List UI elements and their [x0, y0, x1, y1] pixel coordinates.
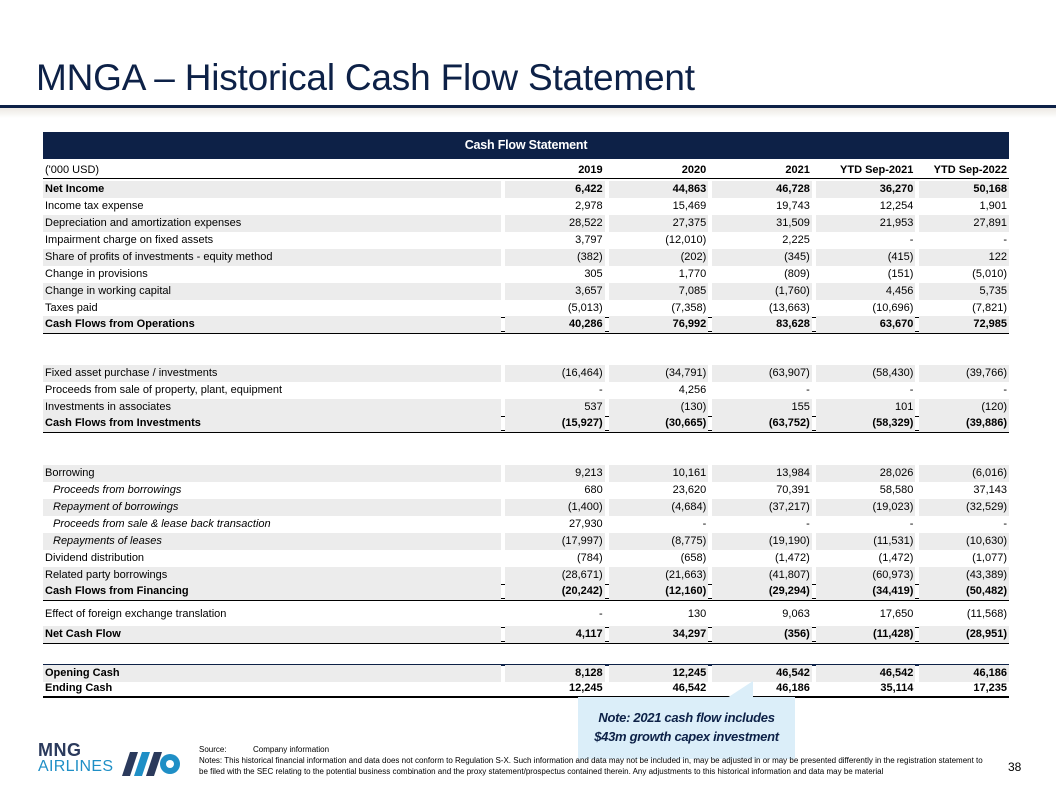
row-value: (19,190): [712, 533, 812, 550]
row-value: 10,161: [609, 465, 709, 482]
row-value: (415): [816, 249, 916, 266]
row-value: 63,670: [816, 316, 916, 333]
row-value: 19,743: [776, 200, 810, 212]
row-value: 2019: [578, 163, 603, 176]
row-label: Fixed asset purchase / investments: [43, 365, 501, 382]
row-value: 13,984: [712, 465, 812, 482]
operations-row: [43, 215, 1009, 232]
row-label: Cash Flows from Financing: [43, 583, 501, 600]
row-value: 122: [919, 249, 1009, 266]
row-value: 46,542: [712, 665, 812, 682]
row-value: (1,400): [505, 499, 605, 516]
total-operations-row: [43, 317, 1009, 334]
operations-row: [43, 181, 1009, 198]
row-value: (15,927): [505, 415, 605, 432]
row-label: Dividend distribution: [45, 552, 145, 564]
row-label: Investments in associates: [43, 399, 501, 416]
row-value: 46,728: [712, 181, 812, 198]
financing-row: [43, 550, 1009, 567]
source-text: Company information: [253, 745, 330, 754]
row-label: Proceeds from sale of property, plant, equipment: [45, 384, 283, 396]
row-value: -: [599, 608, 603, 620]
row-value: (13,663): [768, 302, 810, 314]
row-value: 1,770: [678, 268, 707, 280]
row-value: YTD Sep-2022: [933, 163, 1008, 176]
row-value: (43,389): [919, 567, 1009, 584]
financing-row: [43, 499, 1009, 516]
column-header-row: [43, 162, 1009, 179]
row-label: Opening Cash: [43, 665, 501, 682]
financing-row: [43, 482, 1009, 499]
row-value: 2,978: [575, 200, 603, 212]
row-value: (29,294): [712, 583, 812, 600]
row-value: (21,663): [609, 567, 709, 584]
row-value: 58,580: [879, 484, 914, 496]
row-value: (10,630): [919, 533, 1009, 550]
fx-row: [43, 606, 1009, 623]
row-value: (8,775): [609, 533, 709, 550]
row-value: (4,684): [609, 499, 709, 516]
row-value: (10,696): [872, 302, 914, 314]
row-value: (130): [609, 399, 709, 416]
row-value: 70,391: [776, 484, 810, 496]
row-value: 44,863: [609, 181, 709, 198]
row-value: (39,766): [919, 365, 1009, 382]
row-value: 2020: [681, 163, 707, 176]
row-value: (58,430): [816, 365, 916, 382]
row-value: (58,329): [816, 415, 916, 432]
row-value: 35,114: [880, 682, 914, 694]
logo-airlines-text: AIRLINES: [38, 758, 114, 775]
operations-row: [43, 300, 1009, 317]
row-value: (7,358): [671, 302, 707, 314]
row-value: (1,077): [972, 552, 1008, 564]
row-value: (20,242): [505, 583, 605, 600]
row-value: 1,901: [979, 200, 1008, 212]
row-value: (382): [505, 249, 605, 266]
row-value: 537: [505, 399, 605, 416]
row-label: Share of profits of investments - equity method: [43, 249, 501, 266]
row-value: -: [909, 384, 914, 396]
row-value: 2021: [785, 163, 810, 176]
operations-row: [43, 232, 1009, 249]
financing-row: [43, 516, 1009, 533]
row-value: (63,752): [712, 415, 812, 432]
row-label: Repayment of borrowings: [43, 499, 501, 516]
row-label: Effect of foreign exchange translation: [45, 608, 227, 620]
row-value: (784): [576, 552, 603, 564]
row-value: 40,286: [505, 316, 605, 333]
row-value: -: [599, 384, 603, 396]
row-value: 12,254: [879, 200, 914, 212]
row-value: 12,245: [609, 665, 709, 682]
row-value: (63,907): [712, 365, 812, 382]
row-value: 2,225: [782, 234, 810, 246]
logo-mark-icon: [122, 752, 180, 776]
row-value: (39,886): [919, 415, 1009, 432]
row-value: 46,186: [776, 682, 810, 694]
row-value: -: [806, 384, 810, 396]
row-value: (28,671): [505, 567, 605, 584]
row-label: Net Cash Flow: [43, 626, 501, 643]
row-value: 130: [687, 608, 707, 620]
financing-row: [43, 465, 1009, 482]
row-value: 3,657: [505, 283, 605, 300]
operations-row: [43, 283, 1009, 300]
row-value: 7,085: [609, 283, 709, 300]
row-label: Change in provisions: [45, 268, 148, 280]
operations-row: [43, 266, 1009, 283]
row-label: Repayments of leases: [43, 533, 501, 550]
row-value: (16,464): [505, 365, 605, 382]
row-value: 37,143: [973, 484, 1008, 496]
row-value: (37,217): [712, 499, 812, 516]
row-value: (356): [712, 626, 812, 643]
row-value: 28,026: [816, 465, 916, 482]
row-value: 9,063: [782, 608, 810, 620]
row-value: -: [806, 518, 810, 530]
row-value: 4,256: [678, 384, 707, 396]
row-value: 17,650: [879, 608, 914, 620]
row-value: 680: [584, 484, 603, 496]
callout-note: [578, 708, 795, 746]
row-value: (1,472): [878, 552, 914, 564]
row-value: (658): [680, 552, 707, 564]
row-value: (202): [609, 249, 709, 266]
row-value: (41,807): [712, 567, 812, 584]
financing-row: [43, 533, 1009, 550]
row-value: (151): [887, 268, 914, 280]
row-value: 155: [712, 399, 812, 416]
table-title: Cash Flow Statement: [43, 132, 1009, 159]
investments-row: [43, 382, 1009, 399]
row-label: Proceeds from sale & lease back transaction: [53, 518, 271, 530]
row-label: Net Income: [43, 181, 501, 198]
row-value: 4,456: [816, 283, 916, 300]
row-value: 28,522: [505, 215, 605, 232]
row-value: -: [909, 518, 914, 530]
source-label: Source:: [199, 745, 227, 754]
row-label: ('000 USD): [45, 163, 100, 176]
row-value: 76,992: [609, 316, 709, 333]
row-value: 31,509: [712, 215, 812, 232]
row-value: -: [909, 234, 914, 246]
row-value: (5,010): [972, 268, 1008, 280]
row-label: Borrowing: [43, 465, 501, 482]
net-cash-flow-row: [43, 627, 1009, 644]
row-value: (12,010): [665, 234, 707, 246]
row-value: (60,973): [816, 567, 916, 584]
row-value: 5,735: [919, 283, 1009, 300]
row-value: 27,891: [919, 215, 1009, 232]
callout-line-2: $43m growth capex investment: [594, 729, 779, 744]
row-value: (11,428): [816, 626, 916, 643]
row-value: 83,628: [712, 316, 812, 333]
row-value: 6,422: [505, 181, 605, 198]
row-value: (120): [919, 399, 1009, 416]
row-value: (32,529): [919, 499, 1009, 516]
operations-row: [43, 198, 1009, 215]
row-value: 15,469: [672, 200, 707, 212]
row-value: (7,821): [972, 302, 1008, 314]
row-value: 27,930: [569, 518, 603, 530]
financing-row: [43, 567, 1009, 584]
row-value: 27,375: [609, 215, 709, 232]
ending-cash-row: [43, 681, 1009, 698]
page-number: 38: [1008, 760, 1022, 774]
row-label: Taxes paid: [45, 302, 98, 314]
title-shadow: [0, 108, 1056, 118]
row-label: Impairment charge on fixed assets: [45, 234, 214, 246]
opening-cash-row: [43, 664, 1009, 681]
row-value: -: [702, 518, 707, 530]
row-value: 50,168: [919, 181, 1009, 198]
row-label: Depreciation and amortization expenses: [43, 215, 501, 232]
callout-pointer: [727, 681, 753, 698]
investments-row: [43, 399, 1009, 416]
row-value: 21,953: [816, 215, 916, 232]
row-value: -: [1003, 518, 1008, 530]
row-value: 12,245: [569, 682, 603, 694]
row-label: Change in working capital: [43, 283, 501, 300]
row-value: (11,531): [816, 533, 916, 550]
callout-line-1: Note: 2021 cash flow includes: [598, 710, 775, 725]
row-value: (50,482): [919, 583, 1009, 600]
row-value: (34,791): [609, 365, 709, 382]
page-title: MNGA – Historical Cash Flow Statement: [36, 57, 695, 98]
row-label: Cash Flows from Operations: [43, 316, 501, 333]
row-label: Ending Cash: [45, 682, 113, 694]
row-label: Cash Flows from Investments: [43, 415, 501, 432]
row-value: (5,013): [567, 302, 603, 314]
row-label: Related party borrowings: [43, 567, 501, 584]
row-value: (12,160): [609, 583, 709, 600]
row-label: Income tax expense: [45, 200, 144, 212]
row-value: 101: [816, 399, 916, 416]
company-logo: [38, 740, 178, 780]
row-value: (28,951): [919, 626, 1009, 643]
row-value: (17,997): [505, 533, 605, 550]
row-value: 36,270: [816, 181, 916, 198]
investments-row: [43, 365, 1009, 382]
row-value: -: [1003, 384, 1008, 396]
row-value: (809): [784, 268, 810, 280]
row-value: YTD Sep-2021: [840, 163, 914, 176]
row-label: Proceeds from borrowings: [53, 484, 182, 496]
row-value: 4,117: [505, 626, 605, 643]
row-value: 72,985: [919, 316, 1009, 333]
row-value: 9,213: [505, 465, 605, 482]
logo-mng-text: MNG: [38, 740, 82, 760]
notes-text: Notes: This historical financial information and data does not conform to Regulation S-X. Such information and data may not be included in, may be adjusted in or may be presented differently in the registration statement to be filed with the SEC relating to the potential business combination and the proxy statement/prospectus contained therein. Any adjustments to this historical information and data may be material: [199, 756, 983, 776]
source-line: [199, 744, 329, 755]
row-value: -: [1003, 234, 1008, 246]
operations-row: [43, 249, 1009, 266]
row-value: (1,760): [712, 283, 812, 300]
row-value: (345): [712, 249, 812, 266]
row-value: (19,023): [816, 499, 916, 516]
row-value: 8,128: [505, 665, 605, 682]
total-investments-row: [43, 416, 1009, 433]
row-value: 46,542: [816, 665, 916, 682]
row-value: 34,297: [609, 626, 709, 643]
row-value: 46,186: [919, 665, 1009, 682]
row-value: 305: [584, 268, 603, 280]
row-value: 17,235: [973, 682, 1008, 694]
total-financing-row: [43, 584, 1009, 601]
row-value: 23,620: [672, 484, 707, 496]
row-value: (11,568): [966, 608, 1008, 620]
row-value: (6,016): [919, 465, 1009, 482]
row-value: (34,419): [816, 583, 916, 600]
row-value: 3,797: [575, 234, 603, 246]
row-value: (1,472): [774, 552, 810, 564]
row-value: 46,542: [672, 682, 707, 694]
row-value: (30,665): [609, 415, 709, 432]
